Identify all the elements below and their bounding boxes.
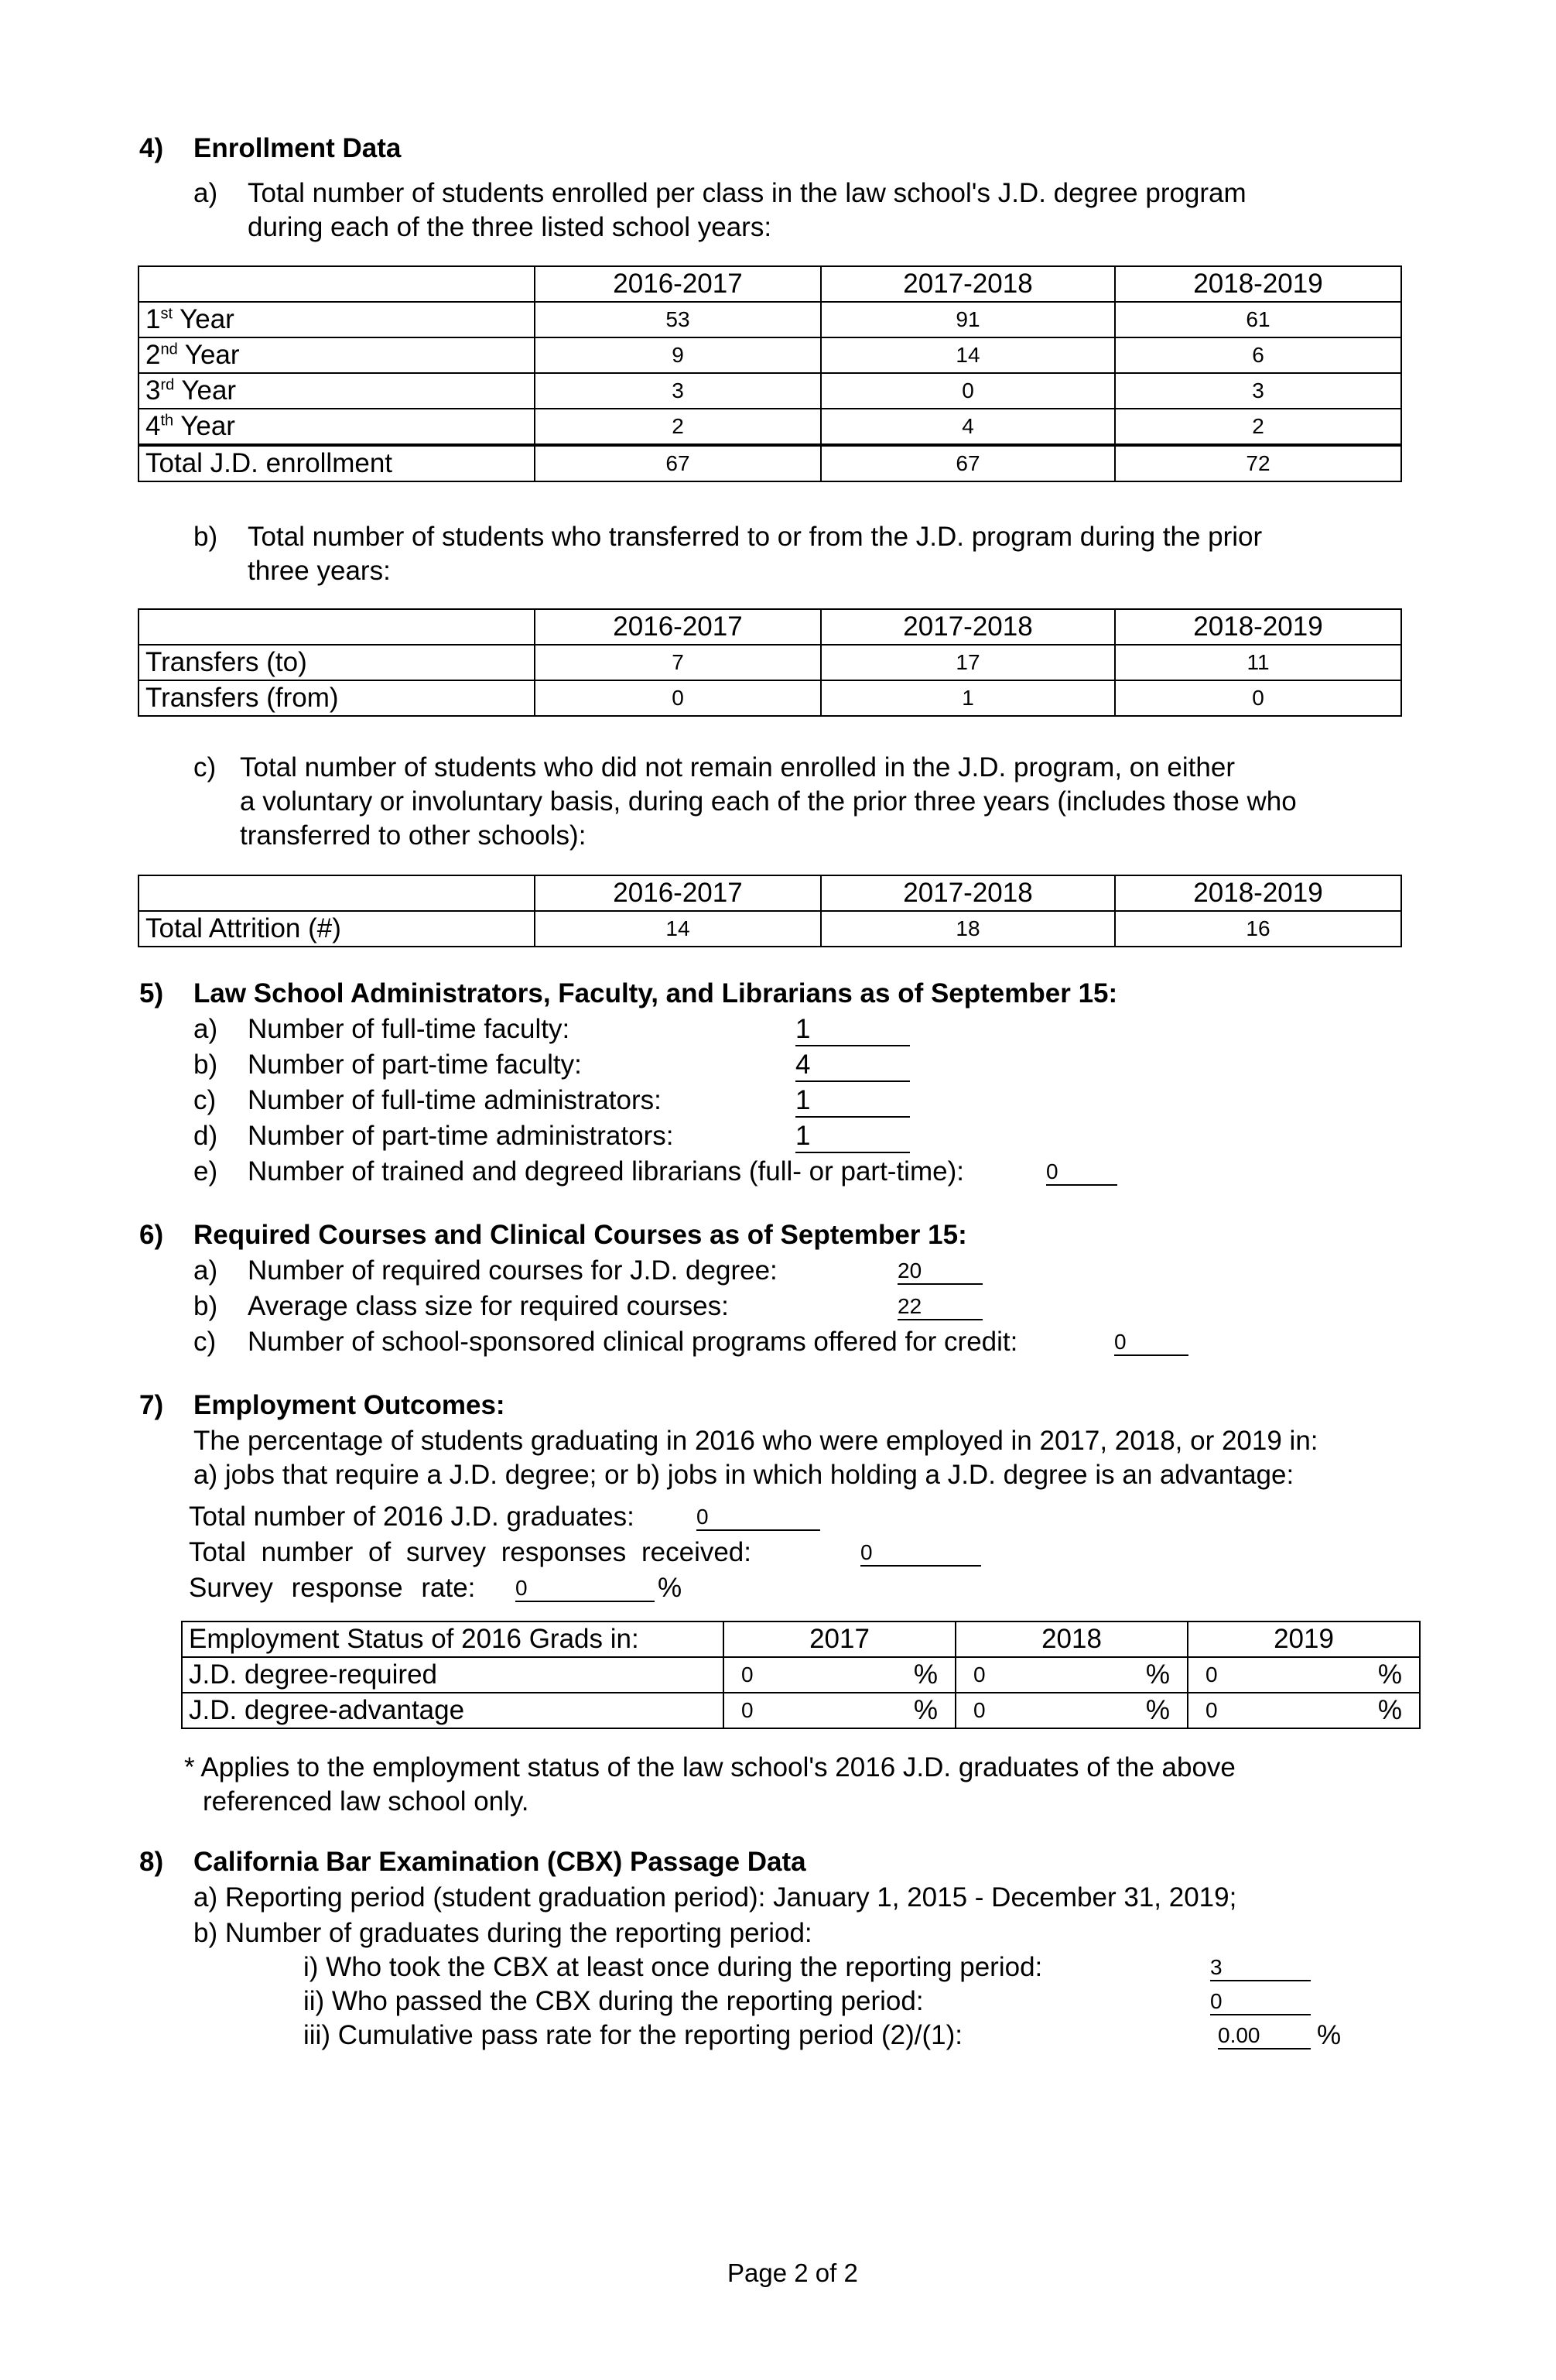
- item-label: Number of part-time faculty:: [248, 1050, 582, 1080]
- table-row: [139, 373, 1401, 409]
- row-label: J.D. degree-required: [182, 1657, 723, 1693]
- section-8-number: 8): [139, 1847, 164, 1877]
- enrollment-table: [138, 265, 1402, 482]
- section-6-title: Required Courses and Clinical Courses as of September 15:: [193, 1220, 967, 1250]
- year-header: 2018-2019: [1115, 266, 1401, 302]
- page-number: Page 2 of 2: [727, 2258, 858, 2287]
- year-header: 2017-2018: [821, 266, 1115, 302]
- table-cell: 67: [535, 445, 821, 481]
- item-label: Average class size for required courses:: [248, 1291, 729, 1321]
- year-header: 2016-2017: [535, 609, 821, 645]
- year-header: 2017-2018: [821, 875, 1115, 911]
- table-header-row: [139, 875, 1401, 911]
- table-cell: 3: [535, 373, 821, 409]
- table-cell: 14: [535, 911, 821, 947]
- row-label: 1st Year: [139, 302, 535, 337]
- table-cell: 4: [821, 409, 1115, 445]
- response-rate-value: 0: [515, 1576, 655, 1602]
- table-cell: 9: [535, 337, 821, 373]
- item-label: Number of trained and degreed librarians (full- or part-time):: [248, 1156, 964, 1187]
- transfers-table: [138, 608, 1402, 717]
- item-marker: c): [193, 1327, 217, 1357]
- table-cell: 0 %: [723, 1693, 956, 1728]
- table-row: [182, 1657, 1420, 1693]
- section-4-number: 4): [139, 133, 164, 163]
- reporting-period-text: a) Reporting period (student graduation period): January 1, 2015 - December 31, 2019;: [193, 1882, 1237, 1913]
- table-row: [182, 1693, 1420, 1728]
- attrition-table: [138, 875, 1402, 947]
- employment-note-line2: referenced law school only.: [203, 1786, 529, 1817]
- cbx-passed-value: 0: [1210, 1989, 1311, 2015]
- table-cell: 0 %: [956, 1657, 1188, 1693]
- item-label: Number of required courses for J.D. degree:: [248, 1255, 778, 1286]
- cbx-took-value: 3: [1210, 1955, 1311, 1981]
- graduates-label: Total number of 2016 J.D. graduates:: [189, 1502, 634, 1532]
- section-5-title: Law School Administrators, Faculty, and Librarians as of September 15:: [193, 978, 1118, 1009]
- year-header: 2017: [723, 1621, 956, 1657]
- table-corner-cell: [139, 875, 535, 911]
- item-marker: b): [193, 1291, 218, 1321]
- table-corner-cell: [139, 266, 535, 302]
- table-row: [139, 409, 1401, 445]
- item-4a-marker: a): [193, 178, 218, 208]
- cbx-pass-rate-unit: %: [1317, 2020, 1342, 2050]
- year-header: 2018-2019: [1115, 875, 1401, 911]
- row-label: Transfers (to): [139, 645, 535, 680]
- year-header: 2019: [1188, 1621, 1420, 1657]
- year-header: 2018: [956, 1621, 1188, 1657]
- table-header-row: [182, 1621, 1420, 1657]
- section-8-title: California Bar Examination (CBX) Passage Data: [193, 1847, 806, 1877]
- table-cell: 18: [821, 911, 1115, 947]
- year-header: 2018-2019: [1115, 609, 1401, 645]
- clinical-programs-value: 0: [1114, 1330, 1188, 1356]
- item-4a-text-line1: Total number of students enrolled per class in the law school's J.D. degree program: [248, 178, 1247, 208]
- item-marker: d): [193, 1121, 218, 1151]
- table-cell: 2: [535, 409, 821, 445]
- item-4c-text-line3: transferred to other schools):: [240, 820, 586, 851]
- part-time-administrators-value: 1: [795, 1121, 910, 1153]
- table-cell: 0: [821, 373, 1115, 409]
- section-5-number: 5): [139, 978, 164, 1009]
- item-marker: c): [193, 1085, 217, 1115]
- row-label: Total Attrition (#): [139, 911, 535, 947]
- table-cell: 67: [821, 445, 1115, 481]
- section-7-number: 7): [139, 1390, 164, 1420]
- item-label: Number of full-time administrators:: [248, 1085, 662, 1115]
- full-time-faculty-value: 1: [795, 1014, 910, 1046]
- table-cell: 6: [1115, 337, 1401, 373]
- responses-label: Total number of survey responses received:: [189, 1537, 751, 1567]
- average-class-size-value: 22: [898, 1294, 983, 1320]
- table-corner-cell: [139, 609, 535, 645]
- section-7-text-line1: The percentage of students graduating in 2016 who were employed in 2017, 2018, or 2019 in:: [193, 1426, 1318, 1456]
- table-cell: 1: [821, 680, 1115, 716]
- table-cell: 91: [821, 302, 1115, 337]
- item-4c-marker: c): [193, 752, 217, 782]
- row-label: J.D. degree-advantage: [182, 1693, 723, 1728]
- item-marker: a): [193, 1014, 218, 1044]
- table-cell: 11: [1115, 645, 1401, 680]
- item-label: Number of part-time administrators:: [248, 1121, 674, 1151]
- responses-value: 0: [860, 1540, 981, 1567]
- year-header: 2016-2017: [535, 875, 821, 911]
- table-cell: 72: [1115, 445, 1401, 481]
- section-4-title: Enrollment Data: [193, 133, 402, 163]
- full-time-administrators-value: 1: [795, 1085, 910, 1118]
- table-cell: 0: [1115, 680, 1401, 716]
- item-4a-text-line2: during each of the three listed school years:: [248, 212, 772, 242]
- cbx-pass-rate-label: iii) Cumulative pass rate for the reporting period (2)/(1):: [303, 2020, 963, 2050]
- table-cell: 61: [1115, 302, 1401, 337]
- table-cell: 0: [535, 680, 821, 716]
- item-label: Number of full-time faculty:: [248, 1014, 570, 1044]
- cbx-took-label: i) Who took the CBX at least once during the reporting period:: [303, 1952, 1043, 1982]
- employment-table-header: Employment Status of 2016 Grads in:: [182, 1621, 723, 1657]
- table-cell: 2: [1115, 409, 1401, 445]
- employment-table: [181, 1621, 1421, 1729]
- table-cell: 0 %: [1188, 1693, 1420, 1728]
- table-cell: 0 %: [956, 1693, 1188, 1728]
- section-7-title: Employment Outcomes:: [193, 1390, 505, 1420]
- item-marker: a): [193, 1255, 218, 1286]
- table-total-row: [139, 445, 1401, 481]
- part-time-faculty-value: 4: [795, 1050, 910, 1082]
- librarians-value: 0: [1046, 1159, 1117, 1186]
- response-rate-unit: %: [658, 1573, 682, 1603]
- graduates-during-period-text: b) Number of graduates during the reporting period:: [193, 1918, 812, 1948]
- item-4b-text-line2: three years:: [248, 556, 391, 586]
- row-label: 2nd Year: [139, 337, 535, 373]
- table-row: [139, 911, 1401, 947]
- item-marker: b): [193, 1050, 218, 1080]
- table-cell: 7: [535, 645, 821, 680]
- item-4c-text-line1: Total number of students who did not remain enrolled in the J.D. program, on either: [240, 752, 1235, 782]
- response-rate-label: Survey response rate:: [189, 1573, 476, 1603]
- table-cell: 0 %: [1188, 1657, 1420, 1693]
- required-courses-value: 20: [898, 1258, 983, 1285]
- table-cell: 53: [535, 302, 821, 337]
- row-label: 4th Year: [139, 409, 535, 445]
- table-cell: 14: [821, 337, 1115, 373]
- section-7-text-line2: a) jobs that require a J.D. degree; or b) jobs in which holding a J.D. degree is an advantage:: [193, 1460, 1294, 1490]
- employment-note-line1: * Applies to the employment status of the law school's 2016 J.D. graduates of the above: [184, 1752, 1236, 1782]
- row-label: Transfers (from): [139, 680, 535, 716]
- table-cell: 16: [1115, 911, 1401, 947]
- table-row: [139, 302, 1401, 337]
- item-4c-text-line2: a voluntary or involuntary basis, during each of the prior three years (includes those who: [240, 786, 1297, 817]
- table-row: [139, 680, 1401, 716]
- section-6-number: 6): [139, 1220, 164, 1250]
- year-header: 2017-2018: [821, 609, 1115, 645]
- cbx-pass-rate-value: 0.00: [1218, 2023, 1311, 2050]
- item-4b-text-line1: Total number of students who transferred to or from the J.D. program during the prior: [248, 522, 1263, 552]
- year-header: 2016-2017: [535, 266, 821, 302]
- table-cell: 17: [821, 645, 1115, 680]
- row-label: 3rd Year: [139, 373, 535, 409]
- row-label: Total J.D. enrollment: [139, 445, 535, 481]
- table-header-row: [139, 609, 1401, 645]
- item-marker: e): [193, 1156, 218, 1187]
- item-label: Number of school-sponsored clinical programs offered for credit:: [248, 1327, 1018, 1357]
- table-cell: 3: [1115, 373, 1401, 409]
- graduates-value: 0: [696, 1505, 820, 1531]
- cbx-passed-label: ii) Who passed the CBX during the reporting period:: [303, 1986, 924, 2016]
- item-4b-marker: b): [193, 522, 218, 552]
- table-header-row: [139, 266, 1401, 302]
- table-row: [139, 645, 1401, 680]
- table-cell: 0 %: [723, 1657, 956, 1693]
- table-row: [139, 337, 1401, 373]
